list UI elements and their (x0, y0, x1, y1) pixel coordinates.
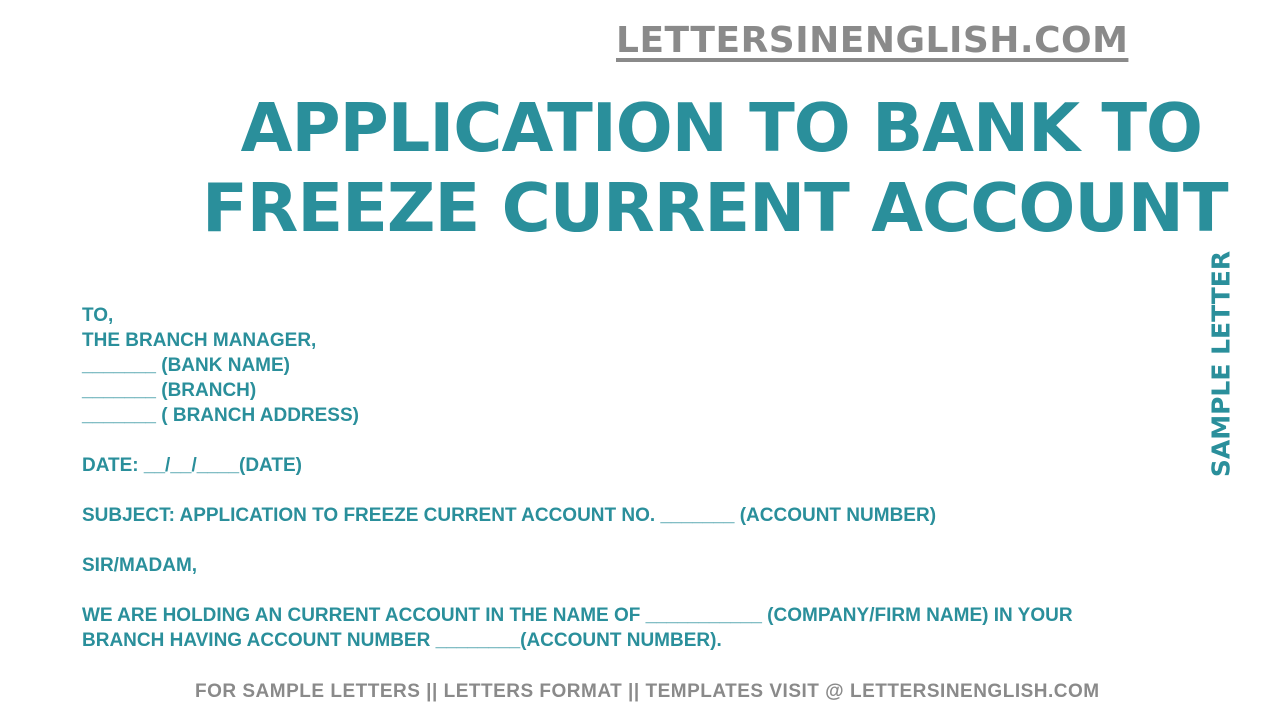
page-title-line-2: FREEZE CURRENT ACCOUNT (202, 169, 1228, 247)
spacer (82, 428, 1202, 453)
letter-date: DATE: __/__/____(DATE) (82, 455, 302, 476)
page-title (202, 88, 1228, 248)
footer-banner: FOR SAMPLE LETTERS || LETTERS FORMAT || TEMPLATES VISIT @ LETTERSINENGLISH.COM (195, 681, 1100, 702)
recipient-to: TO, (82, 305, 114, 326)
letter-body-line-1: WE ARE HOLDING AN CURRENT ACCOUNT IN THE NAME OF ___________ (COMPANY/FIRM NAME) IN YOUR (82, 605, 1073, 626)
letter-subject: SUBJECT: APPLICATION TO FREEZE CURRENT ACCOUNT NO. _______ (ACCOUNT NUMBER) (82, 505, 937, 526)
letter-salutation: SIR/MADAM, (82, 555, 198, 576)
spacer (82, 528, 1202, 553)
recipient-designation: THE BRANCH MANAGER, (82, 330, 317, 351)
spacer (82, 578, 1202, 603)
page-title-line-1: APPLICATION TO BANK TO (240, 89, 1202, 167)
site-header-link[interactable]: LETTERSINENGLISH.COM (616, 20, 1129, 61)
spacer (82, 478, 1202, 503)
recipient-bank-name: _______ (BANK NAME) (82, 355, 291, 376)
sample-letter-label: SAMPLE LETTER (1206, 250, 1236, 478)
letter-body (82, 303, 1202, 653)
recipient-branch: _______ (BRANCH) (82, 380, 257, 401)
recipient-branch-address: _______ ( BRANCH ADDRESS) (82, 405, 359, 426)
letter-body-line-2: BRANCH HAVING ACCOUNT NUMBER ________(ACCOUNT NUMBER). (82, 630, 722, 651)
